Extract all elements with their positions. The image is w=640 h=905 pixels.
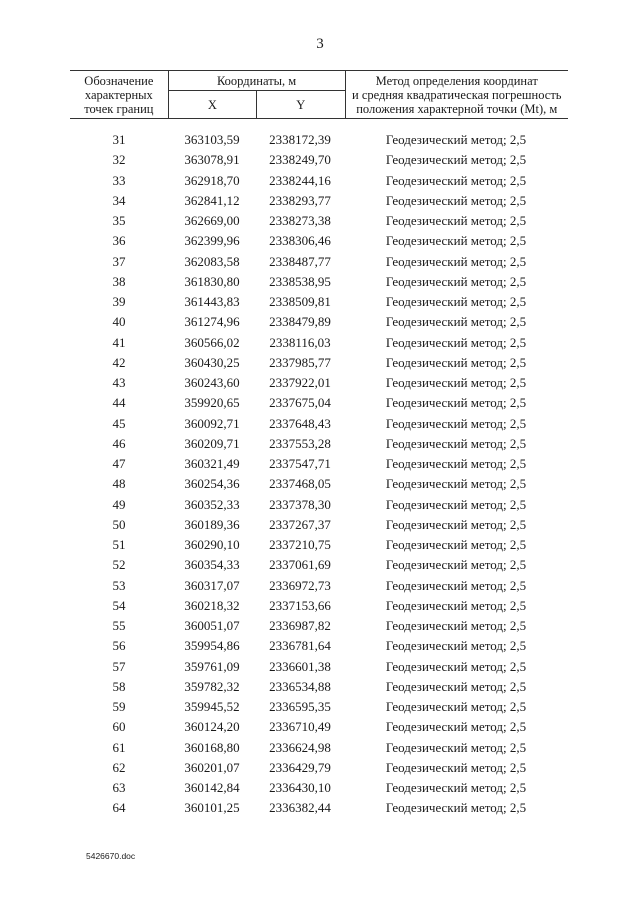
point-number: 31 — [112, 132, 126, 148]
point-number: 60 — [112, 719, 126, 735]
point-number: 57 — [112, 658, 126, 674]
table-row — [70, 535, 568, 555]
method-accuracy: Геодезический метод; 2,5 — [385, 273, 527, 289]
coord-y: 2337061,69 — [269, 557, 331, 573]
coord-x: 360101,25 — [184, 800, 240, 816]
table-row — [70, 353, 568, 373]
coord-y: 2336430,10 — [269, 780, 331, 796]
method-accuracy: Геодезический метод; 2,5 — [385, 152, 527, 168]
table-row — [70, 657, 568, 677]
coord-y: 2336429,79 — [269, 759, 331, 775]
table-row — [70, 616, 568, 636]
coord-x: 360430,25 — [184, 354, 240, 370]
table-row — [70, 717, 568, 737]
header-point-line3: точек границ — [84, 101, 154, 116]
point-number: 36 — [112, 233, 126, 249]
method-accuracy: Геодезический метод; 2,5 — [385, 618, 527, 634]
header-point-line1: Обозначение — [84, 73, 154, 88]
header-method — [345, 71, 568, 119]
point-number: 52 — [112, 557, 126, 573]
table-row — [70, 434, 568, 454]
coord-x: 360142,84 — [184, 780, 240, 796]
header-method-line1: Метод определения координат — [375, 73, 538, 88]
coord-y: 2337675,04 — [269, 395, 331, 411]
table-row — [70, 738, 568, 758]
table-row — [70, 454, 568, 474]
method-accuracy: Геодезический метод; 2,5 — [385, 780, 527, 796]
coord-y: 2338509,81 — [269, 294, 331, 310]
document-code: 5426670.doc — [86, 851, 136, 861]
coord-y: 2338306,46 — [269, 233, 331, 249]
point-number: 45 — [112, 415, 126, 431]
coord-y: 2337153,66 — [269, 597, 331, 613]
method-accuracy: Геодезический метод; 2,5 — [385, 719, 527, 735]
point-number: 48 — [112, 476, 126, 492]
coord-y: 2338293,77 — [269, 192, 331, 208]
method-accuracy: Геодезический метод; 2,5 — [385, 516, 527, 532]
coord-x: 359920,65 — [184, 395, 240, 411]
point-number: 34 — [112, 192, 126, 208]
coord-y: 2337553,28 — [269, 435, 331, 451]
coord-y: 2336987,82 — [269, 618, 331, 634]
coord-x: 360243,60 — [184, 375, 240, 391]
coord-x: 360290,10 — [184, 537, 240, 553]
coord-x: 360352,33 — [184, 496, 240, 512]
coord-y: 2337468,05 — [269, 476, 331, 492]
table-row — [70, 211, 568, 231]
point-number: 63 — [112, 780, 126, 796]
coord-x: 359761,09 — [184, 658, 240, 674]
table-row — [70, 758, 568, 778]
coord-y: 2338244,16 — [269, 172, 331, 188]
coord-y: 2337267,37 — [269, 516, 331, 532]
table-row — [70, 272, 568, 292]
method-accuracy: Геодезический метод; 2,5 — [385, 213, 527, 229]
header-method-line2: и средняя квадратическая погрешность — [352, 87, 562, 102]
table-row — [70, 778, 568, 798]
coord-y: 2337210,75 — [269, 537, 331, 553]
coord-x: 362918,70 — [184, 172, 240, 188]
method-accuracy: Геодезический метод; 2,5 — [385, 759, 527, 775]
method-accuracy: Геодезический метод; 2,5 — [385, 415, 527, 431]
point-number: 62 — [112, 759, 126, 775]
point-number: 58 — [112, 678, 126, 694]
coord-y: 2337378,30 — [269, 496, 331, 512]
table-row — [70, 231, 568, 251]
header-point-line2: характерных — [84, 87, 153, 102]
coord-y: 2336781,64 — [269, 638, 331, 654]
method-accuracy: Геодезический метод; 2,5 — [385, 557, 527, 573]
point-number: 64 — [112, 800, 126, 816]
coord-x: 360218,32 — [184, 597, 240, 613]
coord-y: 2336972,73 — [269, 577, 331, 593]
point-number: 49 — [112, 496, 126, 512]
table-row — [70, 150, 568, 170]
method-accuracy: Геодезический метод; 2,5 — [385, 314, 527, 330]
coord-x: 360254,36 — [184, 476, 240, 492]
table-row — [70, 393, 568, 413]
coord-y: 2338249,70 — [269, 152, 331, 168]
method-accuracy: Геодезический метод; 2,5 — [385, 678, 527, 694]
coord-x: 362083,58 — [184, 253, 240, 269]
point-number: 54 — [112, 597, 126, 613]
coord-y: 2338479,89 — [269, 314, 331, 330]
point-number: 42 — [112, 354, 126, 370]
method-accuracy: Геодезический метод; 2,5 — [385, 537, 527, 553]
coord-x: 361443,83 — [184, 294, 240, 310]
method-accuracy: Геодезический метод; 2,5 — [385, 132, 527, 148]
method-accuracy: Геодезический метод; 2,5 — [385, 354, 527, 370]
header-coordinates: Координаты, м — [168, 71, 345, 91]
table-row — [70, 171, 568, 191]
coord-x: 360354,33 — [184, 557, 240, 573]
coord-y: 2338538,95 — [269, 273, 331, 289]
point-number: 39 — [112, 294, 126, 310]
table-header — [70, 70, 568, 119]
coord-x: 360051,07 — [184, 618, 240, 634]
point-number: 47 — [112, 456, 126, 472]
header-y: Y — [257, 91, 345, 119]
coord-y: 2338273,38 — [269, 213, 331, 229]
coord-y: 2336382,44 — [269, 800, 331, 816]
coord-y: 2337985,77 — [269, 354, 331, 370]
method-accuracy: Геодезический метод; 2,5 — [385, 435, 527, 451]
coord-x: 360092,71 — [184, 415, 240, 431]
table-row — [70, 333, 568, 353]
coord-x: 360189,36 — [184, 516, 240, 532]
coord-y: 2337648,43 — [269, 415, 331, 431]
table-row — [70, 555, 568, 575]
coord-x: 362669,00 — [184, 213, 240, 229]
coord-x: 359945,52 — [184, 699, 240, 715]
point-number: 55 — [112, 618, 126, 634]
table-row — [70, 474, 568, 494]
coord-x: 360566,02 — [184, 334, 240, 350]
coord-x: 363103,59 — [184, 132, 240, 148]
point-number: 59 — [112, 699, 126, 715]
method-accuracy: Геодезический метод; 2,5 — [385, 192, 527, 208]
point-number: 61 — [112, 739, 126, 755]
coord-x: 362399,96 — [184, 233, 240, 249]
point-number: 56 — [112, 638, 126, 654]
table-row — [70, 312, 568, 332]
point-number: 53 — [112, 577, 126, 593]
header-method-line3: положения характерной точки (Mt), м — [356, 101, 558, 116]
table-row — [70, 292, 568, 312]
coord-y: 2337922,01 — [269, 375, 331, 391]
point-number: 37 — [112, 253, 126, 269]
point-number: 50 — [112, 516, 126, 532]
coord-x: 361274,96 — [184, 314, 240, 330]
coord-y: 2336595,35 — [269, 699, 331, 715]
page-number: 3 — [316, 36, 324, 52]
table-row — [70, 515, 568, 535]
method-accuracy: Геодезический метод; 2,5 — [385, 699, 527, 715]
coord-x: 359782,32 — [184, 678, 240, 694]
point-number: 43 — [112, 375, 126, 391]
point-number: 40 — [112, 314, 126, 330]
method-accuracy: Геодезический метод; 2,5 — [385, 800, 527, 816]
coord-y: 2336710,49 — [269, 719, 331, 735]
coord-y: 2336601,38 — [269, 658, 331, 674]
point-number: 44 — [112, 395, 126, 411]
point-number: 35 — [112, 213, 126, 229]
point-number: 41 — [112, 334, 126, 350]
header-x: X — [168, 91, 256, 119]
method-accuracy: Геодезический метод; 2,5 — [385, 253, 527, 269]
coord-x: 361830,80 — [184, 273, 240, 289]
table-row — [70, 636, 568, 656]
coord-y: 2338172,39 — [269, 132, 331, 148]
method-accuracy: Геодезический метод; 2,5 — [385, 476, 527, 492]
coord-x: 360201,07 — [184, 759, 240, 775]
method-accuracy: Геодезический метод; 2,5 — [385, 294, 527, 310]
point-number: 38 — [112, 273, 126, 289]
method-accuracy: Геодезический метод; 2,5 — [385, 233, 527, 249]
table-row — [70, 798, 568, 818]
point-number: 51 — [112, 537, 126, 553]
coordinates-table-body — [70, 130, 568, 819]
point-number: 33 — [112, 172, 126, 188]
table-row — [70, 252, 568, 272]
coord-y: 2337547,71 — [269, 456, 331, 472]
table-row — [70, 495, 568, 515]
method-accuracy: Геодезический метод; 2,5 — [385, 658, 527, 674]
method-accuracy: Геодезический метод; 2,5 — [385, 375, 527, 391]
coord-x: 363078,91 — [184, 152, 240, 168]
method-accuracy: Геодезический метод; 2,5 — [385, 395, 527, 411]
method-accuracy: Геодезический метод; 2,5 — [385, 638, 527, 654]
point-number: 32 — [112, 152, 126, 168]
coord-y: 2336624,98 — [269, 739, 331, 755]
coord-x: 360317,07 — [184, 577, 240, 593]
method-accuracy: Геодезический метод; 2,5 — [385, 597, 527, 613]
coord-y: 2338487,77 — [269, 253, 331, 269]
table-row — [70, 576, 568, 596]
method-accuracy: Геодезический метод; 2,5 — [385, 739, 527, 755]
coord-x: 359954,86 — [184, 638, 240, 654]
method-accuracy: Геодезический метод; 2,5 — [385, 172, 527, 188]
coord-x: 360124,20 — [184, 719, 240, 735]
coord-x: 360321,49 — [184, 456, 240, 472]
method-accuracy: Геодезический метод; 2,5 — [385, 334, 527, 350]
table-row — [70, 697, 568, 717]
method-accuracy: Геодезический метод; 2,5 — [385, 456, 527, 472]
coord-x: 362841,12 — [184, 192, 240, 208]
table-row — [70, 130, 568, 150]
method-accuracy: Геодезический метод; 2,5 — [385, 577, 527, 593]
table-row — [70, 191, 568, 211]
header-point-designation — [70, 71, 168, 119]
coord-y: 2338116,03 — [269, 334, 331, 350]
point-number: 46 — [112, 435, 126, 451]
method-accuracy: Геодезический метод; 2,5 — [385, 496, 527, 512]
table-row — [70, 414, 568, 434]
coord-x: 360209,71 — [184, 435, 240, 451]
table-row — [70, 373, 568, 393]
table-row — [70, 596, 568, 616]
table-row — [70, 677, 568, 697]
coord-x: 360168,80 — [184, 739, 240, 755]
coord-y: 2336534,88 — [269, 678, 331, 694]
